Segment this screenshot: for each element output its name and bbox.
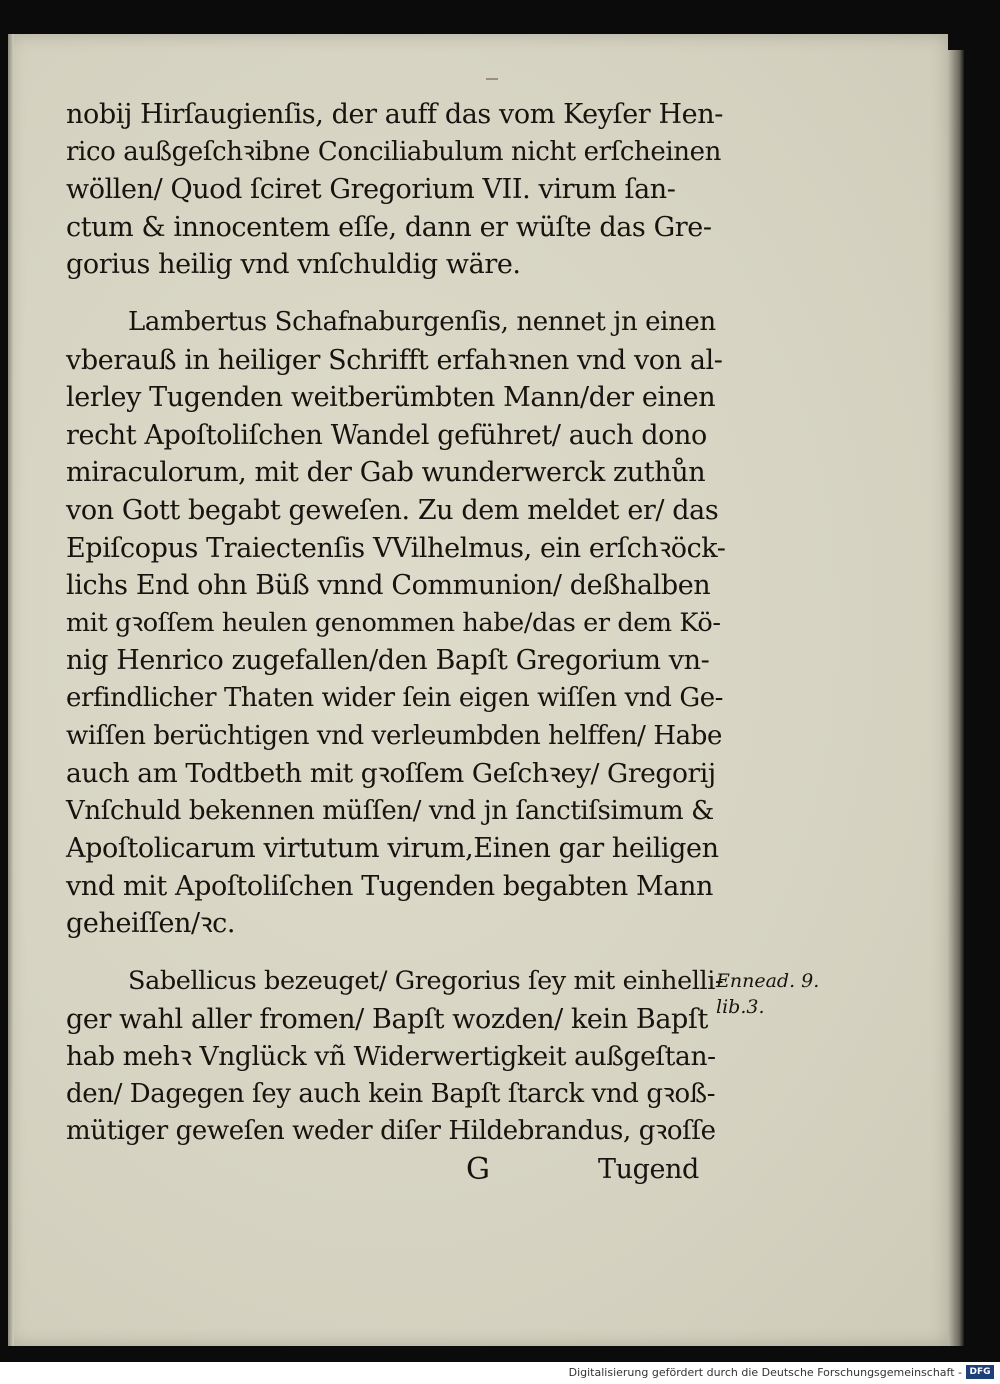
page-top-mark <box>486 78 498 80</box>
text-line: geheiſſen/ꝛc. <box>66 908 236 940</box>
paragraph-gap <box>66 943 726 963</box>
text-line: lerley Tugenden weitberümbten Mann/der einen <box>66 382 716 414</box>
text-line: erfindlicher Thaten wider ſein eigen wiſſen vnd Ge- <box>66 682 724 713</box>
paragraph-gap <box>66 284 726 304</box>
catchword: Tugend <box>598 1154 699 1186</box>
text-line: Apoſtolicarum virtutum virum,Einen gar heiligen <box>66 833 719 865</box>
text-line: gorius heilig vnd vnſchuldig wäre. <box>66 249 521 281</box>
text-line: von Gott begabt geweſen. Zu dem meldet er/ das <box>66 494 719 526</box>
text-line: ctum & innocentem eſſe, dann er wüſte das Gre- <box>66 211 712 243</box>
marginal-note <box>716 968 819 1020</box>
main-text <box>66 96 726 1189</box>
text-line: recht Apoſtoliſchen Wandel geführet/ auch dono <box>66 419 707 451</box>
signature-line <box>66 1151 726 1189</box>
signature-mark: G <box>466 1152 490 1188</box>
text-line: hab mehꝛ Vnglück vñ Widerwertigkeit außgeſtan- <box>66 1041 716 1073</box>
page-gutter-edge <box>8 34 14 1346</box>
funding-notice: Digitalisierung gefördert durch die Deutsche Forschungsgemeinschaft - <box>568 1366 962 1379</box>
text-line: Vnſchuld bekennen müſſen/ vnd jn ſanctiſsimum & <box>66 795 714 826</box>
text-line: vberauß in heiliger Schrifft erfahꝛnen vnd von al- <box>66 344 723 376</box>
text-line: Sabellicus bezeuget/ Gregorius ſey mit einhelli- <box>128 966 724 997</box>
text-line: vnd mit Apoſtoliſchen Tugenden begabten Mann <box>66 870 713 902</box>
text-line: auch am Todtbeth mit gꝛoſſem Geſchꝛey/ Gregorij <box>66 758 716 790</box>
page-fore-edge <box>948 50 964 1346</box>
marginal-note-line: Ennead. 9. <box>716 970 820 992</box>
text-line: lichs End ohn Büß vnnd Communion/ deßhalben <box>66 570 711 602</box>
text-line: mit gꝛoſſem heulen genommen habe/das er dem Kö- <box>66 607 721 638</box>
text-line: Epiſcopus Traiectenſis VVilhelmus, ein erſchꝛöck- <box>66 532 726 564</box>
marginal-note-line: lib.3. <box>716 996 765 1018</box>
text-line: wöllen/ Quod ſciret Gregorium VII. virum ſan- <box>66 174 676 206</box>
text-line: nobij Hirſaugienſis, der auff das vom Keyſer Hen- <box>66 99 723 130</box>
text-line: mütiger geweſen weder diſer Hildebrandus, gꝛoſſe <box>66 1116 716 1147</box>
text-line: den/ Dagegen ſey auch kein Bapſt ſtarck vnd gꝛoß- <box>66 1078 716 1109</box>
text-line: rico außgeſchꝛibne Conciliabulum nicht erſcheinen <box>66 136 721 167</box>
text-line: miraculorum, mit der Gab wunderwerck zuthůn <box>66 457 706 489</box>
text-line: wiſſen berüchtigen vnd verleumbden helffen/ Habe <box>66 720 723 751</box>
text-line: ger wahl aller fromen/ Bapſt wozden/ kein Bapſt <box>66 1003 708 1035</box>
dfg-logo: DFG <box>966 1365 994 1379</box>
text-line: Lambertus Schafnaburgenſis, nennet jn einen <box>128 306 716 337</box>
text-line: nig Henrico zugefallen/den Bapſt Gregorium vn- <box>66 645 710 677</box>
